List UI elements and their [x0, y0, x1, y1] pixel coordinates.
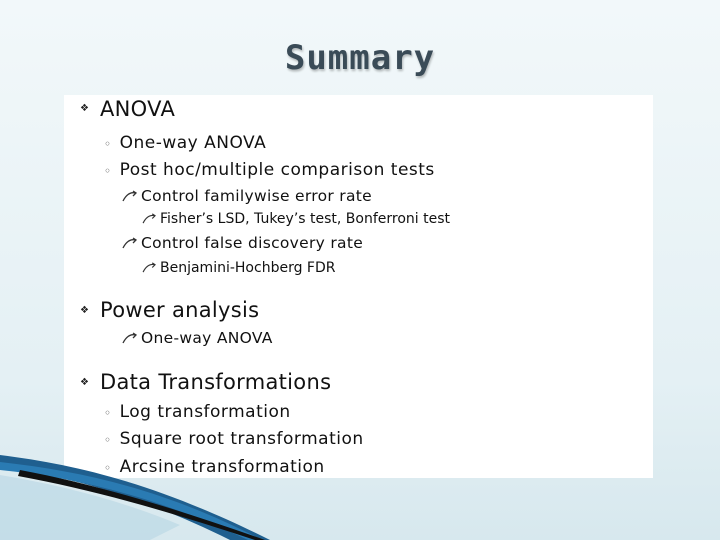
list-item: One-way ANOVA [122, 329, 273, 347]
section-bullet-icon: ❖ [80, 103, 89, 114]
list-item: Benjamini-Hochberg FDR [142, 260, 335, 276]
slide-title: Summary [284, 38, 436, 78]
curved-arrow-icon [122, 237, 138, 249]
list-item: Control false discovery rate [122, 234, 363, 252]
list-item: ◦ One-way ANOVA [104, 133, 267, 153]
section-bullet-icon: ❖ [80, 377, 89, 388]
section-heading-power: Power analysis [100, 298, 260, 322]
list-item: ◦ Log transformation [104, 402, 291, 422]
decorative-swoosh [0, 440, 720, 540]
curved-arrow-icon [122, 332, 138, 344]
curved-arrow-icon [142, 262, 157, 273]
ring-bullet-icon: ◦ [104, 433, 112, 447]
section-heading-transformations: Data Transformations [100, 370, 332, 394]
ring-bullet-icon: ◦ [104, 137, 112, 151]
ring-bullet-icon: ◦ [104, 461, 112, 475]
list-item: ◦ Square root transformation [104, 429, 364, 449]
ring-bullet-icon: ◦ [104, 164, 112, 178]
list-item: ◦ Post hoc/multiple comparison tests [104, 160, 435, 180]
section-heading-anova: ANOVA [100, 97, 176, 121]
curved-arrow-icon [142, 213, 157, 224]
list-item: Control familywise error rate [122, 187, 372, 205]
curved-arrow-icon [122, 190, 138, 202]
section-bullet-icon: ❖ [80, 305, 89, 316]
list-item: Fisher’s LSD, Tukey’s test, Bonferroni test [142, 211, 450, 227]
list-item: ◦ Arcsine transformation [104, 457, 325, 477]
ring-bullet-icon: ◦ [104, 406, 112, 420]
